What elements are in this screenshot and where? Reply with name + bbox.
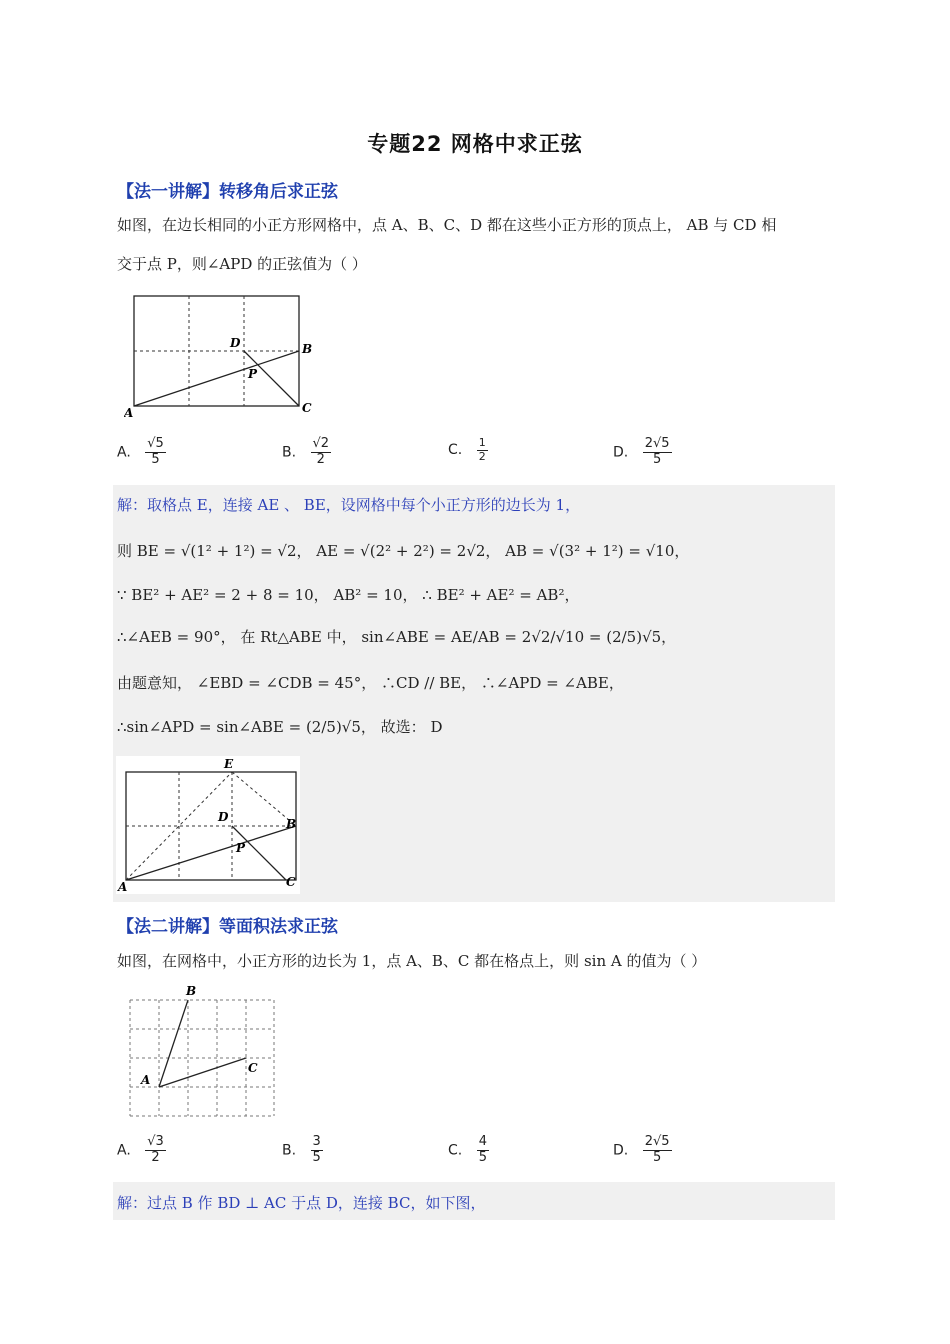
fig3-label-b: B xyxy=(186,984,197,998)
method1-option-c: C. $\frac{1}{2}$ xyxy=(448,436,486,463)
fig2-label-b: B xyxy=(286,817,297,831)
method2-grid-figure xyxy=(124,982,280,1120)
fig2-label-p: P xyxy=(236,841,246,855)
method2-option-a: A. $\frac{√3}{2}$ xyxy=(117,1134,164,1165)
sol1-line5: 由题意知， ∠EBD = ∠CDB = 45°， ∴CD // BE， ∴∠APD = ∠ABE， xyxy=(117,674,624,692)
method2-option-c: C. $\frac{4}{5}$ xyxy=(448,1134,487,1165)
sol1-line1: 解：取格点 E，连接 AE 、 BE，设网格中每个小正方形的边长为 1， xyxy=(117,496,581,514)
page-title: 专题22 网格中求正弦 xyxy=(367,132,583,156)
method1-grid-figure xyxy=(124,290,319,420)
method2-option-d: D. $\frac{2√5}{5}$ xyxy=(613,1134,670,1165)
method1-question-line1: 如图，在边长相同的小正方形网格中，点 A、B、C、D 都在这些小正方形的顶点上， AB 与 CD 相 xyxy=(117,216,777,234)
fig1-label-d: D xyxy=(230,336,241,350)
fig2-label-c: C xyxy=(286,875,296,889)
method2-question: 如图，在网格中，小正方形的边长为 1，点 A、B、C 都在格点上，则 sin A 的值为（ ） xyxy=(117,952,707,970)
fig2-label-a: A xyxy=(118,880,128,894)
method1-option-d: D. $\frac{2√5}{5}$ xyxy=(613,436,670,467)
sol1-line4: ∴∠AEB = 90°， 在 Rt△ABE 中， sin∠ABE = AE/AB = 2√2/√10 = (2/5)√5， xyxy=(117,628,677,646)
method2-heading: 【法二讲解】等面积法求正弦 xyxy=(117,917,338,937)
method2-option-b: B. $\frac{3}{5}$ xyxy=(282,1134,321,1165)
fig1-label-a: A xyxy=(124,406,134,420)
fig2-label-d: D xyxy=(218,810,229,824)
method1-heading: 【法一讲解】转移角后求正弦 xyxy=(117,182,338,202)
method1-option-b: B. $\frac{√2}{2}$ xyxy=(282,436,330,467)
sol1-line3: ∵ BE² + AE² = 2 + 8 = 10， AB² = 10， ∴ BE² + AE² = AB²， xyxy=(117,586,580,604)
fig3-label-a: A xyxy=(141,1073,151,1087)
fig3-label-c: C xyxy=(248,1061,258,1075)
sol1-line6: ∴sin∠APD = sin∠ABE = (2/5)√5， 故选： D xyxy=(117,718,443,736)
sol1-line2: 则 BE = √(1² + 1²) = √2， AE = √(2² + 2²) = 2√2， AB = √(3² + 1²) = √10， xyxy=(117,542,690,560)
fig2-label-e: E xyxy=(224,757,234,771)
fig1-label-c: C xyxy=(302,401,312,415)
fig1-label-b: B xyxy=(302,342,313,356)
sol2-line1: 解：过点 B 作 BD ⊥ AC 于点 D，连接 BC，如下图， xyxy=(117,1194,486,1212)
fig1-label-p: P xyxy=(248,367,258,381)
method1-solution-figure xyxy=(116,756,300,894)
method1-option-a: A. $\frac{√5}{5}$ xyxy=(117,436,164,467)
method1-question-line2: 交于点 P，则∠APD 的正弦值为（ ） xyxy=(117,255,367,273)
